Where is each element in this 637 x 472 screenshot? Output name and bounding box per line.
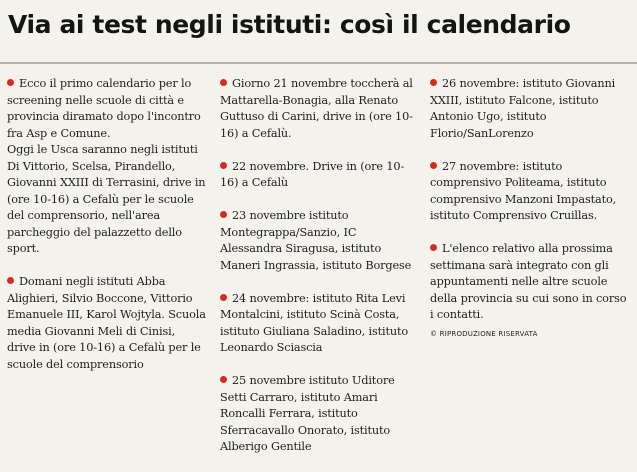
bullet-dot-icon [7,277,14,284]
paragraph-text: 26 novembre: istituto Giovanni XXIII, istituto Falcone, istituto Antonio Ugo, istituto Florio/SanLorenzo [430,77,616,140]
headline-divider [0,62,637,64]
article-paragraph [7,76,207,142]
article-paragraph [220,159,421,192]
bullet-dot-icon [220,79,227,86]
paragraph-text: Domani negli istituti Abba Alighieri, Silvio Boccone, Vittorio Emanuele III, Karol Wojtyla. Scuola media Giovanni Meli di Cinisi, drive in (ore 10-16) a Cefalù per le scuole del comprensorio [7,275,206,371]
bullet-dot-icon [430,79,437,86]
paragraph-text: 23 novembre istituto Montegrappa/Sanzio, IC Alessandra Siragusa, istituto Maneri Ingrassia, istituto Borgese [220,209,412,272]
bullet-dot-icon [430,162,437,169]
bullet-dot-icon [220,211,227,218]
article-paragraph [430,76,633,142]
headline: Via ai test negli istituti: così il calendario [8,10,571,39]
bullet-dot-icon [220,376,227,383]
paragraph-text: Ecco il primo calendario per lo screening nelle scuole di città e provincia diramato dopo l'incontro fra Asp e Comune. [7,77,201,140]
bullet-dot-icon [7,79,14,86]
article-paragraph [220,373,421,456]
paragraph-text: Giorno 21 novembre toccherà al Mattarella-Bonagia, alla Renato Guttuso di Carini, drive in (ore 10-16) a Cefalù. [220,77,413,140]
paragraph-text: Oggi le Usca saranno negli istituti Di Vittorio, Scelsa, Pirandello, Giovanni XXIII di Terrasini, drive in (ore 10-16) a Cefalù per le scuole del comprensorio, nell'area parcheggio del palazzetto dello sport. [7,143,206,255]
article-paragraph [430,241,633,324]
paragraph-text: 27 novembre: istituto comprensivo Politeama, istituto comprensivo Manzoni Impastato, istituto Comprensivo Cruillas. [430,159,617,222]
article-paragraph [7,274,207,373]
article-paragraph [430,159,633,225]
article-paragraph [7,142,207,258]
article-paragraph [220,76,421,142]
article-paragraph [220,291,421,357]
column-1 [7,76,207,390]
copyright-notice: © RIPRODUZIONE RISERVATA [430,329,538,338]
bullet-dot-icon [430,244,437,251]
paragraph-text: 25 novembre istituto Uditore Setti Carraro, istituto Amari Roncalli Ferrara, istituto Sferracavallo Onorato, istituto Alberigo Gentile [220,374,395,453]
article-paragraph [220,208,421,274]
bullet-dot-icon [220,162,227,169]
paragraph-text: L'elenco relativo alla prossima settimana sarà integrato con gli appuntamenti nelle altre scuole della provincia su cui sono in corso i contatti. [430,242,627,321]
paragraph-text: 24 novembre: istituto Rita Levi Montalcini, istituto Scinà Costa, istituto Giuliana Saladino, istituto Leonardo Sciascia [220,291,409,354]
column-3 [430,76,633,342]
bullet-dot-icon [220,294,227,301]
paragraph-text: 22 novembre. Drive in (ore 10-16) a Cefalù [220,159,405,189]
column-2 [220,76,421,472]
